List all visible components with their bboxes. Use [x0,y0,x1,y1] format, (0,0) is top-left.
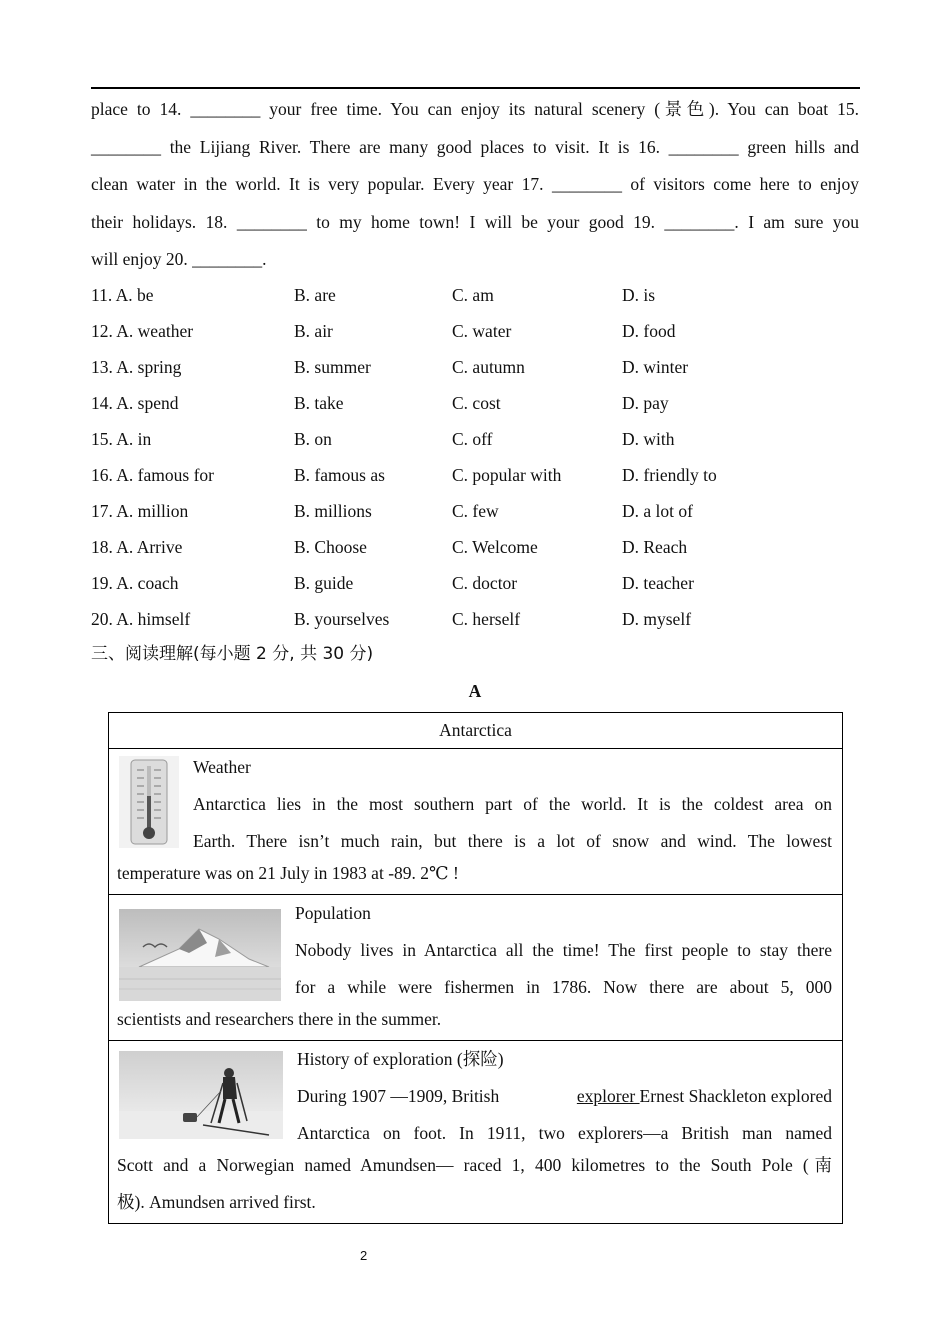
part-label: A [468,681,482,701]
passage-line: ________ the Lijiang River. There are many good places to visit. It is 16. ________ green hills and [91,136,859,157]
option-b: B. millions [294,501,372,521]
option-d: D. friendly to [622,465,717,485]
population-heading: Population [295,903,371,923]
option-row [91,529,859,565]
option-c: C. few [452,501,499,521]
option-c: C. Welcome [452,537,538,557]
population-line: Nobody lives in Antarctica all the time! The first people to stay there [295,940,832,960]
option-b: B. summer [294,357,371,377]
option-c: C. am [452,285,494,305]
option-d: D. myself [622,609,692,629]
option-c: C. autumn [452,357,525,377]
weather-heading: Weather [193,757,251,777]
option-b: B. famous as [294,465,385,485]
option-row [91,277,859,313]
option-a: 14. A. spend [91,393,179,413]
passage-line: will enjoy 20. ________. [91,249,267,269]
explorer-image [119,1051,283,1139]
option-row [91,493,859,529]
option-a: 20. A. himself [91,609,191,629]
option-b: B. take [294,393,344,413]
option-row [91,313,859,349]
history-heading: History of exploration (探险) [297,1049,504,1069]
option-b: B. guide [294,573,354,593]
population-cell [109,895,842,1041]
weather-cell [109,749,842,895]
option-d: D. Reach [622,537,688,557]
option-row [91,457,859,493]
option-d: D. winter [622,357,689,377]
option-c: C. herself [452,609,521,629]
option-a: 15. A. in [91,429,152,449]
option-a: 16. A. famous for [91,465,214,485]
option-b: B. on [294,429,332,449]
option-row [91,421,859,457]
option-b: B. air [294,321,333,341]
history-line: Scott and a Norwegian named Amundsen— raced 1, 400 kilometres to the South Pole (南 [117,1155,832,1175]
option-a: 17. A. million [91,501,189,521]
option-d: D. with [622,429,675,449]
answer-options [91,277,859,637]
option-a: 13. A. spring [91,357,182,377]
option-b: B. yourselves [294,609,390,629]
passage-line: clean water in the world. It is very popular. Every year 17. ________ of visitors come here to enjoy [91,174,859,194]
option-d: D. food [622,321,676,341]
option-a: 19. A. coach [91,573,179,593]
header-rule [91,87,860,89]
option-row [91,565,859,601]
weather-line: Earth. There isn’t much rain, but there is a lot of snow and wind. The lowest [193,831,832,851]
table-title: Antarctica [109,713,842,749]
page-number: 2 [360,1248,368,1263]
history-line: Antarctica on foot. In 1911, two explorers—a British man named [297,1123,832,1143]
passage-line: their holidays. 18. ________ to my home town! I will be your good 19. ________. I am sure you [91,211,859,232]
option-c: C. off [452,429,493,449]
history-line1-end: Ernest Shackleton explored [639,1086,832,1106]
option-c: C. doctor [452,573,518,593]
option-d: D. is [622,285,656,305]
antarctica-table [108,712,843,1224]
option-row [91,349,859,385]
passage-line: place to 14. ________ your free time. You can enjoy its natural scenery (景色). You can boat 15. [91,99,859,119]
thermometer-image [119,756,179,848]
history-line [297,1078,832,1115]
option-c: C. cost [452,393,501,413]
option-d: D. teacher [622,573,694,593]
history-line: 极). Amundsen arrived first. [117,1192,316,1212]
iceberg-image [119,909,281,1001]
option-b: B. are [294,285,336,305]
history-cell [109,1041,842,1223]
explorer-word: explorer [576,1086,640,1106]
option-a: 11. A. be [91,285,154,305]
population-line: for a while were fishermen in 1786. Now there are about 5, 000 [295,977,832,997]
option-c: C. popular with [452,465,562,485]
option-a: 12. A. weather [91,321,194,341]
option-row [91,385,859,421]
option-row [91,601,859,637]
option-b: B. Choose [294,537,367,557]
weather-line: temperature was on 21 July in 1983 at -89. 2℃ ! [117,863,459,883]
weather-line: Antarctica lies in the most southern part of the world. It is the coldest area on [193,794,832,814]
history-line1-start: During 1907 —1909, British [297,1086,500,1106]
cloze-passage [91,91,859,279]
section-heading: 三、阅读理解(每小题 2 分, 共 30 分) [91,644,374,664]
population-line: scientists and researchers there in the summer. [117,1009,442,1029]
option-c: C. water [452,321,512,341]
option-d: D. a lot of [622,501,693,521]
option-a: 18. A. Arrive [91,537,183,557]
option-d: D. pay [622,393,669,413]
